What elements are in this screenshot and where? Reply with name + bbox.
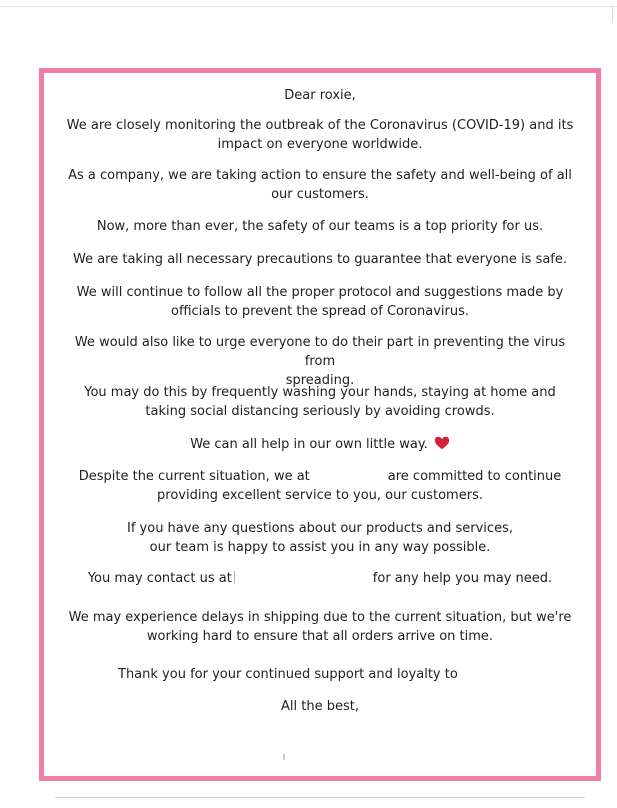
- greeting: Dear roxie,: [284, 88, 356, 103]
- paragraph-urge: We would also like to urge everyone to do their part in preventing the virus from spreading.: [74, 335, 566, 388]
- help-line: [58, 435, 582, 454]
- closing-line: All the best,: [281, 699, 359, 714]
- top-divider-edge: [612, 6, 613, 22]
- signature-mark: [283, 754, 285, 760]
- commitment-end: are committed to continue: [387, 469, 562, 484]
- letter-body: [44, 73, 596, 776]
- letter-frame: [39, 68, 601, 781]
- bottom-divider: [55, 797, 585, 798]
- paragraph-team-safety: Now, more than ever, the safety of our teams is a top priority for us.: [96, 219, 544, 234]
- contact-email-blank: [235, 569, 373, 588]
- paragraph-monitoring: We are closely monitoring the outbreak of the Coronavirus (COVID-19) and its impact on everyone worldwide.: [66, 118, 574, 152]
- paragraph-precautions: We are taking all necessary precautions to guarantee that everyone is safe.: [72, 252, 568, 267]
- company-name-blank: [310, 467, 388, 486]
- paragraph-questions: If you have any questions about our products and services, our team is happy to assist you in any way possible.: [127, 521, 513, 555]
- commitment-line-two: providing excellent service to you, our customers.: [157, 488, 483, 503]
- heart-icon: [434, 436, 450, 450]
- top-divider: [0, 6, 617, 7]
- paragraph-shipping: We may experience delays in shipping due to the current situation, but we're working hard to ensure that all orders arrive on time.: [68, 610, 572, 644]
- commitment-start: Despite the current situation, we at: [78, 469, 310, 484]
- commitment-paragraph: [58, 467, 582, 505]
- paragraph-company-action: As a company, we are taking action to ensure the safety and well-being of all our customers.: [68, 168, 572, 202]
- thanks-line: Thank you for your continued support and loyalty to: [118, 667, 458, 682]
- contact-start: You may contact us at: [87, 571, 232, 586]
- contact-paragraph: [58, 569, 582, 588]
- contact-end: for any help you may need.: [372, 571, 553, 586]
- paragraph-protocol: We will continue to follow all the proper protocol and suggestions made by officials to prevent the spread of Coronavirus.: [76, 285, 564, 319]
- paragraph-hygiene: You may do this by frequently washing your hands, staying at home and taking social distancing seriously by avoiding crowds.: [84, 385, 556, 419]
- help-line-text: We can all help in our own little way.: [190, 437, 428, 452]
